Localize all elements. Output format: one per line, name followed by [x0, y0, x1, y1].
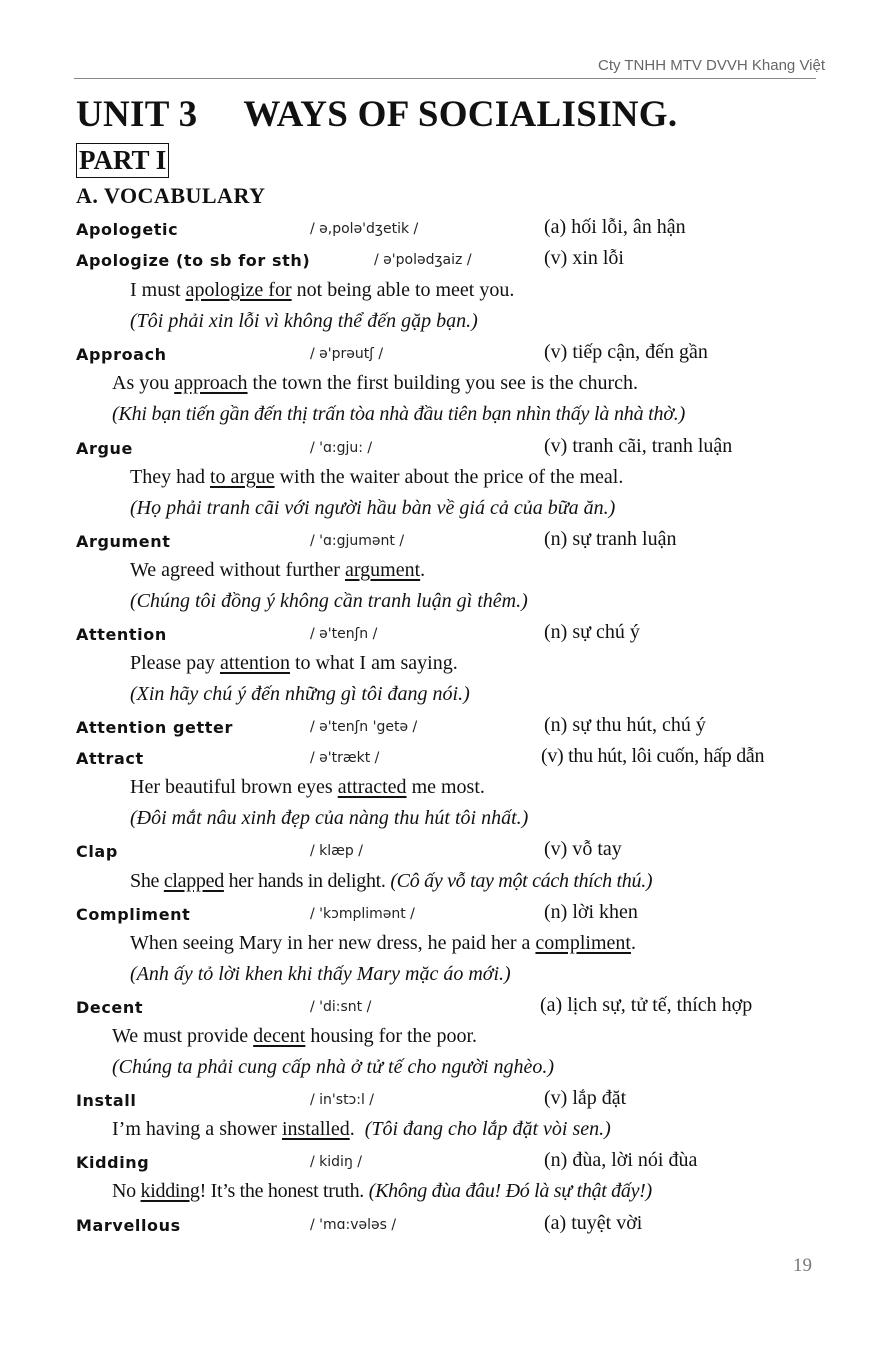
example-sentence: We must provide decent housing for the poor.: [112, 1025, 477, 1047]
headword: Attention: [76, 625, 167, 644]
meaning: (n) sự chú ý: [544, 621, 640, 643]
example-sentence: They had to argue with the waiter about the price of the meal.: [130, 466, 624, 488]
highlighted-term: apologize for: [185, 279, 292, 301]
unit-title: WAYS OF SOCIALISING.: [243, 94, 678, 135]
highlighted-term: argument: [344, 559, 421, 581]
headword: Approach: [76, 345, 167, 364]
example-translation: (Chúng tôi đồng ý không cần tranh luận gì thêm.): [130, 590, 528, 612]
highlighted-term: clapped: [163, 870, 224, 892]
headword: Install: [76, 1091, 137, 1110]
example-translation: (Tôi đang cho lắp đặt vòi sen.): [364, 1118, 611, 1140]
pronunciation: / 'ɑ:gjumənt /: [310, 533, 405, 549]
meaning: (a) tuyệt vời: [544, 1212, 643, 1234]
example-sentence: We agreed without further argument.: [130, 559, 426, 581]
example-sentence: I must apologize for not being able to meet you.: [130, 279, 515, 301]
highlighted-term: attracted: [337, 776, 407, 798]
headword: Argue: [76, 439, 133, 458]
page-number: 19: [793, 1255, 812, 1276]
meaning: (n) sự thu hút, chú ý: [544, 714, 706, 736]
meaning: (n) đùa, lời nói đùa: [544, 1149, 698, 1171]
pronunciation: / ə,polə'dʒetik /: [310, 221, 419, 237]
pronunciation: / ə'tenʃn 'getə /: [310, 719, 418, 735]
example-sentence: When seeing Mary in her new dress, he paid her a compliment.: [130, 932, 636, 954]
pronunciation: / 'kɔmplimənt /: [310, 906, 415, 922]
highlighted-term: compliment: [535, 932, 631, 954]
headword: Clap: [76, 842, 118, 861]
headword: Kidding: [76, 1153, 150, 1172]
headword: Argument: [76, 532, 171, 551]
pronunciation: / ə'trækt /: [310, 750, 380, 766]
header-rule: [74, 78, 816, 79]
example-translation: (Tôi phải xin lỗi vì không thể đến gặp bạn.): [130, 310, 478, 332]
highlighted-term: kidding: [140, 1180, 200, 1202]
example-translation: (Họ phải tranh cãi với người hầu bàn về giá cả của bữa ăn.): [130, 497, 616, 519]
pronunciation: / klæp /: [310, 843, 363, 859]
headword: Apologize (to sb for sth): [76, 251, 311, 270]
headword: Apologetic: [76, 220, 179, 239]
highlighted-term: approach: [174, 372, 248, 394]
headword: Marvellous: [76, 1216, 181, 1235]
example-sentence: As you approach the town the first building you see is the church.: [112, 372, 639, 394]
part-heading: PART I: [76, 143, 169, 178]
example-sentence: She clapped her hands in delight. (Cô ấy vỗ tay một cách thích thú.): [130, 870, 653, 892]
example-translation: (Xin hãy chú ý đến những gì tôi đang nói.): [130, 683, 470, 705]
meaning: (n) lời khen: [544, 901, 638, 923]
highlighted-term: attention: [219, 652, 290, 674]
headword: Compliment: [76, 905, 191, 924]
pronunciation: / in'stɔ:l /: [310, 1092, 375, 1108]
example-sentence: No kidding! It’s the honest truth. (Không đùa đâu! Đó là sự thật đấy!): [112, 1180, 652, 1202]
meaning: (v) xin lỗi: [544, 247, 624, 269]
pronunciation: / kidiŋ /: [310, 1154, 362, 1170]
meaning: (v) tiếp cận, đến gần: [544, 341, 708, 363]
example-translation: (Không đùa đâu! Đó là sự thật đấy!): [368, 1180, 652, 1202]
pronunciation: / 'ɑ:gju: /: [310, 440, 373, 456]
meaning: (v) tranh cãi, tranh luận: [544, 435, 733, 457]
pronunciation: / 'di:snt /: [310, 999, 372, 1015]
meaning: (a) hối lỗi, ân hận: [544, 216, 686, 238]
example-sentence: Please pay attention to what I am saying.: [130, 652, 458, 674]
publisher-header: Cty TNHH MTV DVVH Khang Việt: [598, 57, 826, 74]
section-heading: A. VOCABULARY: [76, 183, 266, 208]
meaning: (v) vỗ tay: [544, 838, 622, 860]
example-translation: (Chúng ta phải cung cấp nhà ở tử tế cho người nghèo.): [112, 1056, 554, 1078]
pronunciation: / ə'polədʒaiz /: [374, 252, 472, 268]
example-translation: (Khi bạn tiến gần đến thị trấn tòa nhà đầu tiên bạn nhìn thấy là nhà thờ.): [112, 403, 686, 425]
meaning: (v) lắp đặt: [544, 1087, 627, 1109]
meaning: (a) lịch sự, tử tế, thích hợp: [540, 994, 753, 1016]
unit-number: UNIT 3: [76, 94, 198, 135]
headword: Decent: [76, 998, 144, 1017]
headword: Attention getter: [76, 718, 233, 737]
pronunciation: / ə'prəutʃ /: [310, 346, 384, 362]
highlighted-term: decent: [253, 1025, 306, 1047]
example-translation: (Cô ấy vỗ tay một cách thích thú.): [390, 870, 653, 892]
meaning: (v) thu hút, lôi cuốn, hấp dẫn: [541, 745, 765, 767]
headword: Attract: [76, 749, 144, 768]
example-sentence: I’m having a shower installed. (Tôi đang cho lắp đặt vòi sen.): [112, 1118, 611, 1140]
unit-heading: [76, 93, 677, 136]
example-translation: (Đôi mắt nâu xinh đẹp của nàng thu hút tôi nhất.): [130, 807, 529, 829]
highlighted-term: installed: [281, 1118, 350, 1140]
example-sentence: Her beautiful brown eyes attracted me most.: [130, 776, 485, 798]
pronunciation: / ə'tenʃn /: [310, 626, 378, 642]
example-translation: (Anh ấy tỏ lời khen khi thấy Mary mặc áo mới.): [130, 963, 511, 985]
meaning: (n) sự tranh luận: [544, 528, 677, 550]
pronunciation: / 'mɑ:vələs /: [310, 1217, 397, 1233]
highlighted-term: to argue: [209, 466, 275, 488]
